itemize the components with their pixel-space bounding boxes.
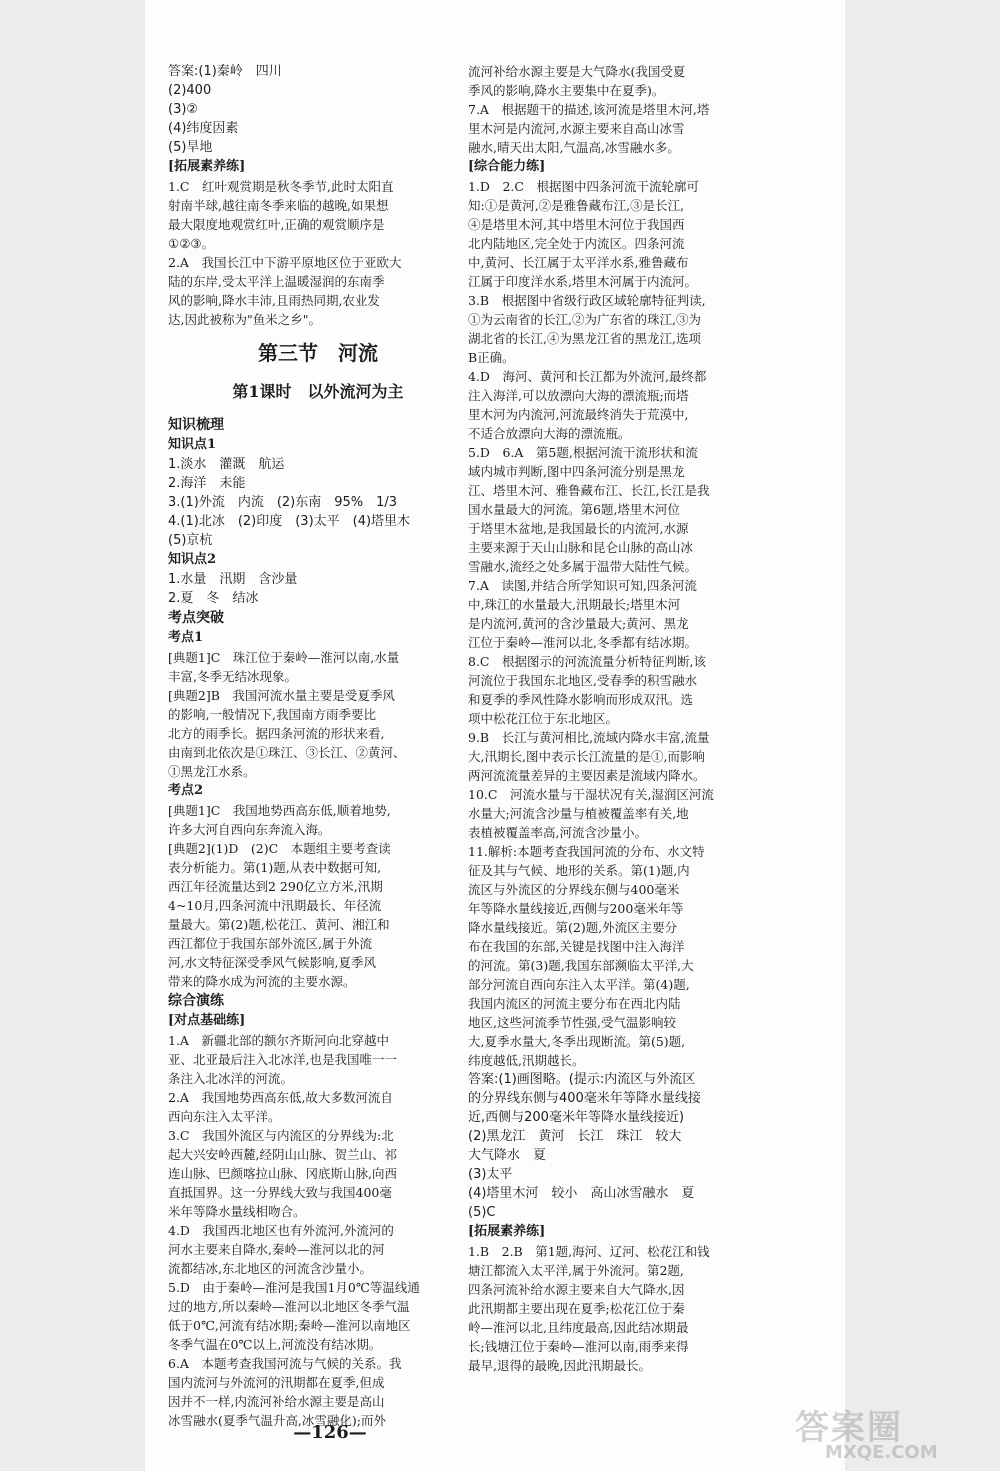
text-line: 我国内流区的河流主要分布在西北内陆 — [468, 996, 681, 1011]
text-line: 北方的雨季长。据四条河流的形状来看, — [168, 726, 385, 741]
text-line: [典题2](1)D (2)C 本题组主要考查读 — [168, 841, 391, 856]
text-line: 低于0℃,河流有结冰期;秦岭—淮河以南地区 — [168, 1318, 411, 1333]
text-line: 直抵国界。这一分界线大致与我国400毫 — [168, 1185, 392, 1200]
watermark-url: MXQE.COM — [825, 1442, 938, 1463]
text-line: 北内陆地区,完全处于内流区。四条河流 — [468, 236, 685, 251]
answer-line: 1.淡水 灌溉 航运 — [168, 457, 285, 472]
text-line: 国内流河与外流河的汛期都在夏季,但成 — [168, 1375, 385, 1390]
subsection-heading: 考点突破 — [168, 610, 224, 626]
text-line: 流都结冰,东北地区的河流含沙量小。 — [168, 1261, 372, 1276]
text-line: 1.C 红叶观赏期是秋冬季节,此时太阳直 — [168, 179, 394, 194]
text-line: 纬度越低,汛期越长。 — [468, 1053, 585, 1068]
page-number: —126— — [293, 1422, 367, 1443]
answer-line: 4.(1)北冰 (2)印度 (3)太平 (4)塔里木 — [168, 514, 411, 529]
text-line: [典题1]C 我国地势西高东低,顺着地势, — [168, 803, 391, 818]
answer-line: 3.(1)外流 内流 (2)东南 95% 1/3 — [168, 495, 398, 510]
text-line: 的河流。第(3)题,我国东部濒临太平洋,大 — [468, 958, 694, 973]
text-line: 由南到北依次是①珠江、③长江、②黄河、 — [168, 745, 406, 760]
text-line: 雪融水,流经之处多属于温带大陆性气候。 — [468, 559, 697, 574]
answer-line: (3)太平 — [468, 1167, 513, 1182]
text-line: 河水主要来自降水,秦岭—淮河以北的河 — [168, 1242, 385, 1257]
text-line: 河,水文特征深受季风气候影响,夏季风 — [168, 955, 376, 970]
text-line: 的影响,一般情况下,我国南方雨季要比 — [168, 707, 376, 722]
text-line: [典题1]C 珠江位于秦岭—淮河以南,水量 — [168, 650, 400, 665]
answer-line: (5)C — [468, 1205, 496, 1220]
text-line: 长;钱塘江位于秦岭—淮河以南,雨季来得 — [468, 1339, 689, 1354]
watermark-text: 答案圈 — [795, 1408, 903, 1448]
text-line: 亚、北亚最后注入北冰洋,也是我国唯一一 — [168, 1052, 397, 1067]
text-line: [典题2]B 我国河流水量主要是受夏季风 — [168, 688, 395, 703]
text-line: 2.A 我国地势西高东低,故大多数河流自 — [168, 1090, 393, 1105]
section-title: 第三节 河流 — [258, 341, 378, 365]
text-line: 里木河为内流河,河流最终消失于荒漠中, — [468, 407, 689, 422]
answer-line: 2.海洋 未能 — [168, 476, 246, 491]
answer-line: 2.夏 冬 结冰 — [168, 591, 259, 606]
text-line: 风的影响,降水丰沛,且雨热同期,农业发 — [168, 293, 380, 308]
text-line: B正确。 — [468, 350, 515, 365]
answer-line: (3)② — [168, 102, 199, 117]
subsection-heading: 知识梳理 — [168, 417, 224, 433]
text-line: 11.解析:本题考查我国河流的分布、水文特 — [468, 844, 705, 859]
answer-line: (4)纬度因素 — [168, 121, 239, 136]
text-line: 2.A 我国长江中下游平原地区位于亚欧大 — [168, 255, 402, 270]
text-line: 4~10月,四条河流中汛期最长、年径流 — [168, 898, 382, 913]
text-line: 西向东注入太平洋。 — [168, 1109, 281, 1124]
text-line: 流河补给水源主要是大气降水(我国受夏 — [468, 64, 686, 79]
left-column — [168, 62, 468, 1430]
text-line: 8.C 根据图示的河流流量分析特征判断,该 — [468, 654, 706, 669]
answer-line: 答案:(1)秦岭 四川 — [168, 64, 282, 79]
answer-line: (2)黑龙江 黄河 长江 珠江 较大 — [468, 1129, 682, 1144]
exercise-heading: [拓展素养练] — [468, 1224, 546, 1239]
exercise-heading: [对点基础练] — [168, 1013, 246, 1028]
text-line: 江、塔里木河、雅鲁藏布江、长江,长江是我 — [468, 483, 710, 498]
text-line: 达,因此被称为"鱼米之乡"。 — [168, 312, 321, 327]
text-line: 融水,晴天出太阳,气温高,冰雪融水多。 — [468, 140, 680, 155]
text-line: ①②③。 — [168, 236, 215, 251]
text-line: 知:①是黄河,②是雅鲁藏布江,③是长江, — [468, 198, 685, 213]
answer-line: 的分界线东侧与400毫米年等降水量线接 — [468, 1091, 701, 1106]
text-line: 连山脉、巴颜喀拉山脉、冈底斯山脉,向西 — [168, 1166, 397, 1181]
text-line: 国水量最大的河流。第6题,塔里木河位 — [468, 502, 680, 517]
text-line: 大,夏季水量大,冬季出现断流。第(5)题, — [468, 1034, 686, 1049]
text-line: 10.C 河流水量与干湿状况有关,湿润区河流 — [468, 787, 714, 802]
answer-line: (4)塔里木河 较小 高山冰雪融水 夏 — [468, 1186, 695, 1201]
text-line: 4.D 我国西北地区也有外流河,外流河的 — [168, 1223, 394, 1238]
knowledge-point-heading: 知识点1 — [168, 437, 217, 452]
text-line: 中,珠江的水量最大,汛期最长;塔里木河 — [468, 597, 681, 612]
text-line: 3.B 根据图中省级行政区域轮廓特征判读, — [468, 293, 706, 308]
text-line: 部分河流自西向东注入太平洋。第(4)题, — [468, 977, 690, 992]
answer-line: (2)400 — [168, 83, 212, 98]
text-line: 表分析能力。第(1)题,从表中数据可知, — [168, 860, 382, 875]
text-line: 射南半球,越往南冬季来临的越晚,如果想 — [168, 198, 389, 213]
text-line: 西江年径流量达到2 290亿立方米,汛期 — [168, 879, 383, 894]
text-line: 1.A 新疆北部的额尔齐斯河向北穿越中 — [168, 1033, 389, 1048]
answer-line: 近,西侧与200毫米年等降水量线接近) — [468, 1110, 685, 1125]
text-line: 和夏季的季风性降水影响而形成双汛。选 — [468, 692, 694, 707]
exam-point-heading: 考点1 — [168, 630, 204, 645]
text-line: 5.D 由于秦岭—淮河是我国1月0℃等温线通 — [168, 1280, 420, 1295]
text-line: 河流位于我国东北地区,受春季的积雪融水 — [468, 673, 697, 688]
text-line: 湖北省的长江,④为黑龙江省的黑龙江,选项 — [468, 331, 701, 346]
text-line: 7.A 根据题干的描述,该河流是塔里木河,塔 — [468, 102, 710, 117]
text-line: 里木河是内流河,水源主要来自高山冰雪 — [468, 121, 685, 136]
text-line: 丰富,冬季无结冰现象。 — [168, 669, 297, 684]
text-line: 主要来源于天山山脉和昆仑山脉的高山冰 — [468, 540, 694, 555]
text-line: 带来的降水成为河流的主要水源。 — [168, 974, 356, 989]
text-line: 西江都位于我国东部外流区,属于外流 — [168, 936, 372, 951]
text-line: 征及其与气候、地形的关系。第(1)题,内 — [468, 863, 690, 878]
text-line: 9.B 长江与黄河相比,流域内降水丰富,流量 — [468, 730, 710, 745]
text-line: 起大兴安岭西麓,经阴山山脉、贺兰山、祁 — [168, 1147, 397, 1162]
text-line: 表植被覆盖率高,河流含沙量小。 — [468, 825, 647, 840]
text-line: 岭—淮河以北,且纬度最高,因此结冰期最 — [468, 1320, 689, 1335]
text-line: 最大限度地观赏红叶,正确的观赏顺序是 — [168, 217, 385, 232]
text-line: 四条河流补给水源主要来自大气降水,因 — [468, 1282, 685, 1297]
text-line: 7.A 读图,并结合所学知识可知,四条河流 — [468, 578, 697, 593]
text-line: ①为云南省的长江,②为广东省的珠江,③为 — [468, 312, 701, 327]
text-line: 降水量线接近。第(2)题,外流区主要分 — [468, 920, 678, 935]
text-line: 域内城市判断,图中四条河流分别是黑龙 — [468, 464, 685, 479]
exam-point-heading: 考点2 — [168, 783, 204, 798]
text-line: 量最大。第(2)题,松花江、黄河、湘江和 — [168, 917, 390, 932]
text-line: 中,黄河、长江属于太平洋水系,雅鲁藏布 — [468, 255, 689, 270]
text-line: 季风的影响,降水主要集中在夏季)。 — [468, 83, 665, 98]
text-line: 过的地方,所以秦岭—淮河以北地区冬季气温 — [168, 1299, 410, 1314]
text-line: 冬季气温在0℃以上,河流没有结冰期。 — [168, 1337, 382, 1352]
knowledge-point-heading: 知识点2 — [168, 552, 217, 567]
text-line: 5.D 6.A 第5题,根据河流干流形状和流 — [468, 445, 698, 460]
text-line: 年等降水量线接近,西侧与200毫米年等 — [468, 901, 684, 916]
answer-line: 答案:(1)画图略。(提示:内流区与外流区 — [468, 1072, 696, 1087]
text-line: 江位于秦岭—淮河以北,冬季都有结冰期。 — [468, 635, 697, 650]
text-line: 因并不一样,内流河补给水源主要是高山 — [168, 1394, 385, 1409]
text-line: 此汛期都主要出现在夏季;松花江位于秦 — [468, 1301, 685, 1316]
text-line: 不适合放漂向大海的漂流瓶。 — [468, 426, 631, 441]
text-line: 流区与外流区的分界线东侧与400毫米 — [468, 882, 680, 897]
text-line: 水量大;河流含沙量与植被覆盖率有关,地 — [468, 806, 689, 821]
text-line: 注入海洋,可以放漂向大海的漂流瓶;而塔 — [468, 388, 689, 403]
text-line: 3.C 我国外流区与内流区的分界线为:北 — [168, 1128, 394, 1143]
text-line: 米年等降水量线相吻合。 — [168, 1204, 306, 1219]
subsection-heading: 综合演练 — [168, 993, 224, 1009]
answer-line: (5)京杭 — [168, 533, 213, 548]
lesson-title: 第1课时 以外流河为主 — [232, 382, 404, 401]
text-line: 塘江都流入太平洋,属于外流河。第2题, — [468, 1263, 684, 1278]
text-line: 1.B 2.B 第1题,海河、辽河、松花江和钱 — [468, 1244, 710, 1259]
text-line: 于塔里木盆地,是我国最长的内流河,水源 — [468, 521, 689, 536]
right-column — [468, 62, 768, 1375]
exercise-heading: [拓展素养练] — [168, 159, 246, 174]
text-line: ④是塔里木河,其中塔里木河位于我国西 — [468, 217, 685, 232]
text-line: 两河流流量差异的主要因素是流域内降水。 — [468, 768, 706, 783]
text-line: 陆的东岸,受太平洋上温暖湿润的东南季 — [168, 274, 385, 289]
text-line: 1.D 2.C 根据图中四条河流干流轮廓可 — [468, 179, 699, 194]
text-line: 地区,这些河流季节性强,受气温影响较 — [468, 1015, 676, 1030]
text-line: 项中松花江位于东北地区。 — [468, 711, 619, 726]
text-line: ①黑龙江水系。 — [168, 764, 256, 779]
text-line: 冰雪融水(夏季气温升高,冰雪融化);而外 — [168, 1413, 386, 1428]
answer-line: 大气降水 夏 — [468, 1148, 547, 1163]
answer-line: (5)旱地 — [168, 140, 213, 155]
answer-line: 1.水量 汛期 含沙量 — [168, 572, 298, 587]
text-line: 是内流河,黄河的含沙量最大;黄河、黑龙 — [468, 616, 689, 631]
exercise-heading: [综合能力练] — [468, 159, 546, 174]
text-line: 条注入北冰洋的河流。 — [168, 1071, 294, 1086]
text-line: 布在我国的东部,关键是找图中注入海洋 — [468, 939, 685, 954]
watermark-logo — [795, 1400, 995, 1466]
text-line: 4.D 海河、黄河和长江都为外流河,最终都 — [468, 369, 707, 384]
text-line: 江属于印度洋水系,塔里木河属于内流河。 — [468, 274, 697, 289]
text-line: 大,汛期长,图中表示长江流量的是①,而影响 — [468, 749, 705, 764]
text-line: 6.A 本题考查我国河流与气候的关系。我 — [168, 1356, 402, 1371]
text-line: 许多大河自西向东奔流入海。 — [168, 822, 331, 837]
text-line: 最早,退得的最晚,因此汛期最长。 — [468, 1358, 651, 1373]
